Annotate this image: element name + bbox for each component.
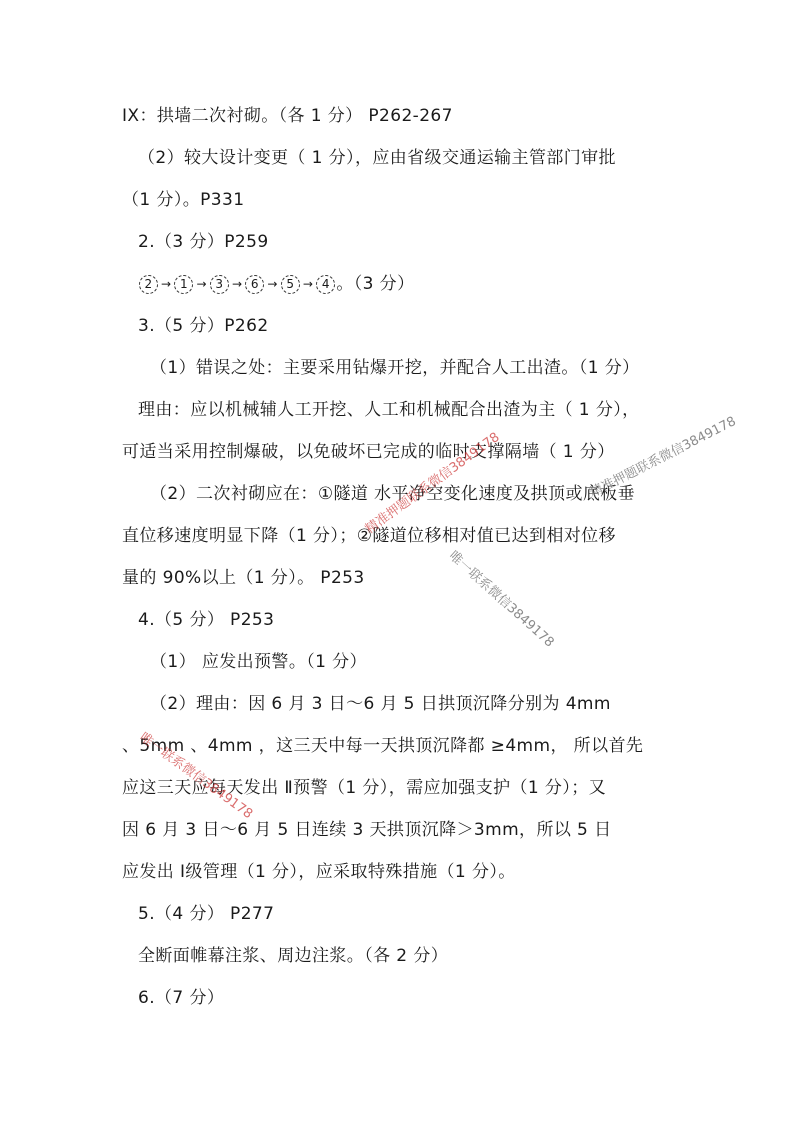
arrow-icon: →	[196, 277, 207, 291]
text-line: 6.（7 分）	[138, 988, 225, 1008]
text-line: 全断面帷幕注浆、周边注浆。（各 2 分）	[138, 946, 449, 966]
text-line: 2.（3 分）P259	[138, 232, 269, 252]
watermark: 精准押题联系微信3849178	[587, 414, 739, 501]
circled-number: 1	[174, 275, 193, 294]
text-line: 4.（5 分） P253	[138, 610, 275, 630]
text-line: 直位移速度明显下降（1 分）；②隧道位移相对值已达到相对位移	[122, 526, 616, 546]
text-line: 量的 90%以上（1 分）。 P253	[122, 568, 365, 588]
text-line: 、5mm 、4mm ，这三天中每一天拱顶沉降都 ≥4mm， 所以首先	[122, 736, 644, 756]
watermark: 唯一联系微信3849178	[445, 548, 557, 651]
circled-number: 5	[281, 275, 300, 294]
arrow-icon: →	[231, 277, 243, 291]
circled-number: 3	[210, 275, 229, 294]
text-line: 3.（5 分）P262	[138, 316, 269, 336]
text-line: 应这三天应每天发出 Ⅱ预警（1 分），需应加强支护（1 分）；又	[122, 778, 607, 798]
text-line: 5.（4 分） P277	[138, 904, 275, 924]
text-line: 因 6 月 3 日～6 月 5 日连续 3 天拱顶沉降＞3mm，所以 5 日	[122, 820, 612, 840]
text-line: （1 分）。P331	[122, 190, 245, 210]
arrow-icon: →	[161, 277, 172, 291]
text-line: （2）理由：因 6 月 3 日～6 月 5 日拱顶沉降分别为 4mm	[150, 694, 611, 714]
circled-number: 6	[245, 275, 264, 294]
circled-number: 4	[316, 275, 335, 294]
text-line: IX：拱墙二次衬砌。（各 1 分） P262-267	[122, 106, 453, 126]
text-line: （2）二次衬砌应在：①隧道 水平净空变化速度及拱顶或底板垂	[150, 484, 636, 504]
arrow-icon: →	[267, 277, 278, 291]
watermark: 精准押题联系微信3849178	[362, 429, 503, 538]
sequence-line	[138, 273, 414, 295]
text-line: （2）较大设计变更（ 1 分），应由省级交通运输主管部门审批	[138, 148, 616, 168]
arrow-icon: →	[302, 277, 314, 291]
text-line: 可适当采用控制爆破，以免破坏已完成的临时支撑隔墙（ 1 分）	[122, 442, 615, 462]
circled-number: 2	[139, 275, 158, 294]
text-line: 应发出 Ⅰ级管理（1 分），应采取特殊措施（1 分）。	[122, 862, 516, 882]
text-line: 理由：应以机械辅人工开挖、人工和机械配合出渣为主（ 1 分），	[138, 400, 640, 420]
sequence-score: 。（3 分）	[336, 274, 415, 294]
text-line: （1）错误之处：主要采用钻爆开挖，并配合人工出渣。（1 分）	[150, 358, 640, 378]
text-line: （1） 应发出预警。（1 分）	[150, 652, 367, 672]
watermark: 唯一联系微信3849178	[136, 730, 256, 823]
